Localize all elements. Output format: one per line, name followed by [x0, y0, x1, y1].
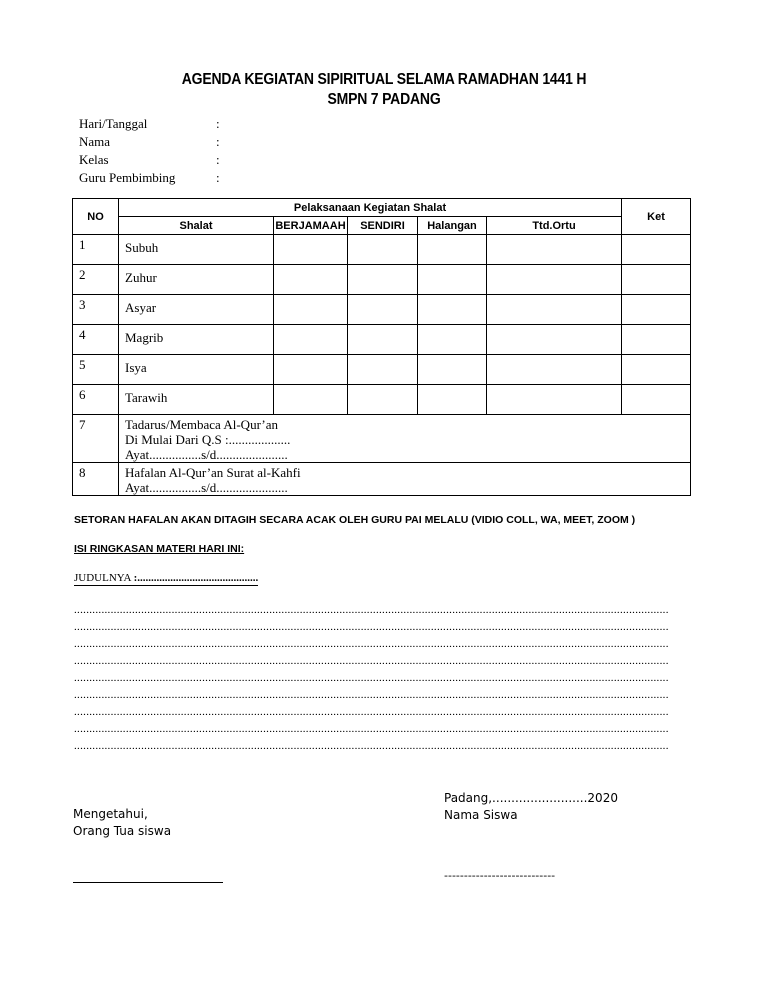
prayer-name: Asyar — [119, 295, 274, 325]
cell-sendiri — [348, 235, 418, 265]
cell-halangan — [418, 385, 487, 415]
cell-berjamaah — [274, 355, 348, 385]
row-number: 1 — [73, 235, 119, 265]
cell-sendiri — [348, 265, 418, 295]
document-title: AGENDA KEGIATAN SIPIRITUAL SELAMA RAMADHAN 1441 H — [181, 68, 587, 88]
cell-halangan — [418, 355, 487, 385]
cell-berjamaah — [274, 265, 348, 295]
info-label: Hari/Tanggal — [79, 116, 148, 131]
row-number: 4 — [73, 325, 119, 355]
setoran-note: SETORAN HAFALAN AKAN DITAGIH SECARA ACAK OLEH GURU PAI MELALU (VIDIO COLL, WA, MEET, ZOOM ) — [74, 514, 636, 526]
row-number: 3 — [73, 295, 119, 325]
header-no: NO — [73, 199, 119, 235]
info-label: Guru Pembimbing — [79, 170, 176, 185]
cell-ttd-ortu — [487, 355, 622, 385]
nama-siswa-label: Nama Siswa — [444, 808, 518, 822]
cell-ket — [622, 265, 691, 295]
cell-ket — [622, 295, 691, 325]
prayer-name: Tarawih — [119, 385, 274, 415]
judul-value: :............................................ — [133, 572, 259, 584]
student-signature-line: ---------------------------- — [444, 869, 556, 882]
tadarus-ayat: Ayat................s/d...................... — [125, 447, 288, 462]
cell-berjamaah — [274, 295, 348, 325]
writing-line: ................................................................................................................................................................................................... — [74, 655, 669, 667]
ringkasan-heading: ISI RINGKASAN MATERI HARI INI: — [74, 543, 245, 555]
cell-ket — [622, 355, 691, 385]
row-number: 5 — [73, 355, 119, 385]
cell-ket — [622, 385, 691, 415]
info-row-guru-pembimbing — [79, 170, 220, 186]
tadarus-surah: Di Mulai Dari Q.S :................... — [125, 432, 291, 447]
prayer-name: Magrib — [119, 325, 274, 355]
cell-ket — [622, 325, 691, 355]
info-colon: : — [216, 152, 220, 167]
cell-berjamaah — [274, 385, 348, 415]
header-berjamaah: BERJAMAAH — [274, 217, 348, 235]
cell-ttd-ortu — [487, 265, 622, 295]
cell-ttd-ortu — [487, 235, 622, 265]
header-ttd-ortu: Ttd.Ortu — [487, 217, 622, 235]
info-label: Kelas — [79, 152, 109, 167]
parent-signature-line — [73, 882, 223, 883]
writing-line: ................................................................................................................................................................................................... — [74, 621, 669, 633]
row-number: 6 — [73, 385, 119, 415]
info-row-hari-tanggal — [79, 116, 220, 132]
hafalan-title: Hafalan Al-Qur’an Surat al-Kahfi — [125, 465, 301, 480]
cell-halangan — [418, 325, 487, 355]
info-row-nama — [79, 134, 220, 150]
place-date: Padang,.........................2020 — [444, 791, 618, 805]
activity-table — [72, 198, 691, 496]
cell-sendiri — [348, 355, 418, 385]
header-halangan: Halangan — [418, 217, 487, 235]
table-row — [73, 385, 691, 415]
school-name: SMPN 7 PADANG — [327, 88, 441, 108]
orang-tua-label: Orang Tua siswa — [73, 824, 172, 838]
cell-ttd-ortu — [487, 385, 622, 415]
judul-label: JUDULNYA — [74, 572, 131, 584]
tadarus-title: Tadarus/Membaca Al-Qur’an — [125, 417, 278, 432]
writing-line: ................................................................................................................................................................................................... — [74, 638, 669, 650]
table-row — [73, 295, 691, 325]
writing-line: ................................................................................................................................................................................................... — [74, 604, 669, 616]
cell-halangan — [418, 235, 487, 265]
tadarus-cell — [119, 415, 691, 463]
prayer-name: Subuh — [119, 235, 274, 265]
cell-halangan — [418, 295, 487, 325]
table-row-tadarus — [73, 415, 691, 463]
hafalan-cell — [119, 463, 691, 496]
cell-ttd-ortu — [487, 295, 622, 325]
cell-sendiri — [348, 325, 418, 355]
row-number: 2 — [73, 265, 119, 295]
writing-line: ................................................................................................................................................................................................... — [74, 689, 669, 701]
cell-halangan — [418, 265, 487, 295]
info-label: Nama — [79, 134, 111, 149]
prayer-name: Zuhur — [119, 265, 274, 295]
cell-ket — [622, 235, 691, 265]
cell-berjamaah — [274, 325, 348, 355]
table-row — [73, 265, 691, 295]
hafalan-ayat: Ayat................s/d...................... — [125, 480, 288, 495]
info-colon: : — [216, 116, 220, 131]
header-sendiri: SENDIRI — [348, 217, 418, 235]
table-row-hafalan — [73, 463, 691, 496]
info-colon: : — [216, 170, 220, 185]
row-number: 7 — [73, 415, 119, 463]
table-row — [73, 355, 691, 385]
writing-line: ................................................................................................................................................................................................... — [74, 723, 669, 735]
prayer-name: Isya — [119, 355, 274, 385]
cell-sendiri — [348, 385, 418, 415]
cell-ttd-ortu — [487, 325, 622, 355]
cell-berjamaah — [274, 235, 348, 265]
table-row — [73, 325, 691, 355]
row-number: 8 — [73, 463, 119, 496]
header-pelaksanaan: Pelaksanaan Kegiatan Shalat — [119, 199, 622, 217]
table-row — [73, 235, 691, 265]
writing-line: ................................................................................................................................................................................................... — [74, 740, 669, 752]
cell-sendiri — [348, 295, 418, 325]
header-ket: Ket — [622, 199, 691, 235]
info-row-kelas — [79, 152, 220, 168]
judul-line — [74, 572, 258, 586]
writing-line: ................................................................................................................................................................................................... — [74, 706, 669, 718]
mengetahui-label: Mengetahui, — [73, 807, 148, 821]
info-colon: : — [216, 134, 220, 149]
header-shalat: Shalat — [119, 217, 274, 235]
writing-line: ................................................................................................................................................................................................... — [74, 672, 669, 684]
